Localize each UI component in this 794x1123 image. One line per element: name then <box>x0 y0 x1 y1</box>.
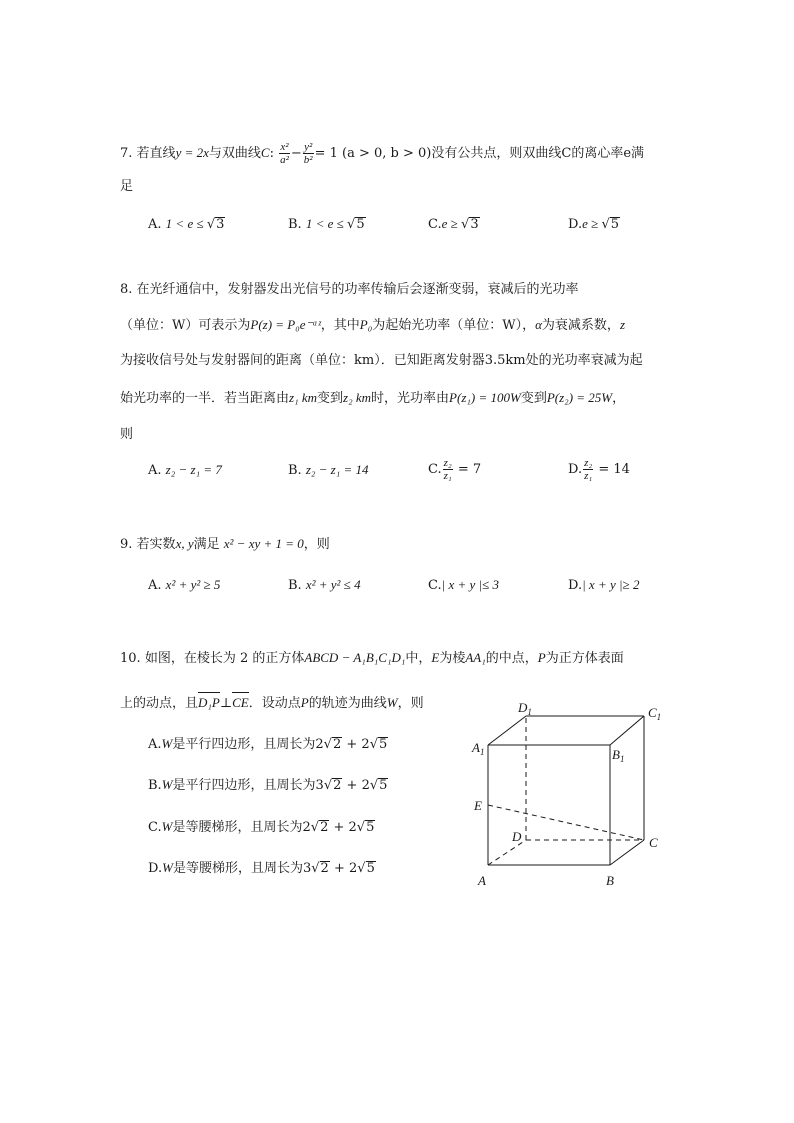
q10-option-d-w: W <box>162 860 173 875</box>
q10-option-d-label: D. <box>148 861 163 876</box>
q10-option-c-rad1: 2 <box>320 820 329 835</box>
q10-line-2-c: 的轨迹为曲线 <box>308 696 387 711</box>
q10-vector-d1p: D₁P <box>198 690 220 712</box>
q8-p2: P(z₂) = 25W <box>546 390 613 405</box>
q10-option-a-text: 是平行四边形，且周长为 <box>172 737 316 752</box>
q7-option-c-rad: 3 <box>470 217 479 232</box>
q9-equation: x² − xy + 1 = 0 <box>223 536 304 551</box>
q8-option-d-den: z₁ <box>584 470 593 482</box>
q9-option-d-text: | x + y |≥ 2 <box>582 577 640 592</box>
q10-line-2 <box>120 690 424 713</box>
q7-option-d[interactable]: D.e ≥ √5 <box>568 216 620 232</box>
q9-a: 若实数 <box>136 537 176 552</box>
q10-line-2-b: ．设动点 <box>248 696 301 711</box>
q8-option-c-den: z₁ <box>443 470 452 482</box>
q10-p-var: P <box>537 650 546 665</box>
q8-line-4 <box>120 389 625 408</box>
q8-line-4-c: 时，光功率由 <box>371 391 450 406</box>
q10-option-b-w: W <box>161 777 173 792</box>
q8-p0: P₀ <box>359 317 373 332</box>
q7-option-b-text: 1 < e ≤ <box>305 216 348 231</box>
q7-option-a-label: A. <box>148 217 162 232</box>
q10-number: 10. <box>120 651 141 666</box>
q7-frac-y-den: b² <box>303 154 313 166</box>
q10-option-a-rad1: 2 <box>332 737 342 752</box>
q10-option-d-rad2: 5 <box>366 861 375 876</box>
q7-intro: 若直线 <box>136 146 176 161</box>
label-b1: $B_1$ <box>612 747 625 764</box>
q8-line-1-text: 在光纤通信中，发射器发出光信号的功率传输后会逐渐变弱，衰减后的光功率 <box>136 282 579 297</box>
q9-option-d-label: D. <box>568 578 583 593</box>
q10-option-c-w: W <box>161 819 173 834</box>
q7-eq-tail: = 1 (a > 0, b > 0) <box>314 146 432 161</box>
q10-vector-ce: CE <box>232 690 249 712</box>
q10-option-a[interactable]: A.W是平行四边形，且周长为2√2 + 2√5 <box>148 736 388 752</box>
q7-line-1: 7. 若直线y = 2x与双曲线C: $\frac{\text{x²}}{\text{a²}}$ − $\frac{\text{y²}}{\text{b²}}$ = 1 (a > 0, b > 0)没有公共点，则双曲线C的离心率e满 <box>120 141 645 166</box>
q8-line-2-a: （单位：W）可表示为 <box>120 318 251 333</box>
q10-option-c-text: 是等腰梯形，且周长为 <box>172 820 303 835</box>
q8-option-d-label: D. <box>568 462 583 477</box>
q7-option-b-label: B. <box>288 217 302 232</box>
q10-option-d-rad1: 2 <box>320 861 329 876</box>
q10-line-2-d: ，则 <box>397 696 424 711</box>
q10-option-d-text: 是等腰梯形，且周长为 <box>172 861 303 876</box>
q7-frac-x <box>279 141 290 166</box>
q8-line-2-d: 为衰减系数， <box>541 318 620 333</box>
q8-option-b-text: z₂ − z₁ = 14 <box>305 462 369 477</box>
q8-option-c-num: z₂ <box>443 457 452 469</box>
label-b: B <box>606 873 614 888</box>
edge-a1-d1 <box>488 716 526 745</box>
q10-option-b-label: B. <box>148 778 162 793</box>
q8-line-2-c: 为起始光功率（单位：W）， <box>372 318 536 333</box>
q10-option-b-coef1: 3 <box>315 778 324 793</box>
q7-frac-x-num: x² <box>280 141 289 153</box>
q7-option-c-label: C. <box>428 217 442 232</box>
q9-option-c[interactable] <box>428 576 499 595</box>
q7-curve-name: C <box>260 145 270 160</box>
q8-z: z <box>619 317 625 332</box>
q9-b: 满足 <box>193 537 220 552</box>
q8-option-d-frac <box>583 457 593 482</box>
q9-number: 9. <box>120 537 133 552</box>
edge-c1-b1 <box>610 716 644 745</box>
q7-option-b-rad: 5 <box>356 217 365 232</box>
q10-option-b[interactable]: B.W是平行四边形，且周长为3√2 + 2√5 <box>148 777 388 793</box>
q8-line-2-b: ，其中 <box>320 318 360 333</box>
q10-option-b-rad1: 2 <box>333 778 342 793</box>
q8-line-5: 则 <box>120 427 134 442</box>
q8-option-d-text: = 14 <box>598 462 630 477</box>
q9-option-a[interactable] <box>148 576 220 595</box>
q10-option-d-coef2: 2 <box>348 861 358 876</box>
q9-option-a-label: A. <box>148 578 162 593</box>
q9-vars: x, y <box>175 536 194 551</box>
q9-line-1 <box>120 535 330 554</box>
q8-line-4-a: 始光功率的一半．若当距离由 <box>120 391 290 406</box>
q7-line-equation: y = 2x <box>175 145 209 160</box>
q10-line-1-a: 如图，在棱长为 2 的正方体 <box>144 651 305 666</box>
label-d1: $D_1$ <box>518 700 532 717</box>
q7-frac-y-num: y² <box>304 141 313 153</box>
q10-option-d[interactable]: D.W是等腰梯形，且周长为3√2 + 2√5 <box>148 860 375 876</box>
q7-option-c-text: e ≥ <box>441 216 462 231</box>
q9-option-b-label: B. <box>288 578 302 593</box>
q8-line-4-d: 变到 <box>520 391 547 406</box>
q9-option-c-label: C. <box>428 578 442 593</box>
q9-option-c-text: | x + y |≤ 3 <box>441 577 499 592</box>
q8-line-1 <box>120 281 579 299</box>
q7-option-d-label: D. <box>568 217 583 232</box>
q10-option-d-coef1: 3 <box>302 861 312 876</box>
q10-option-a-w: W <box>161 736 173 751</box>
q10-option-a-rad2: 5 <box>379 737 388 752</box>
q7-option-b[interactable]: B. 1 < e ≤ √5 <box>288 216 365 232</box>
q9-option-d[interactable] <box>568 576 639 595</box>
q8-line-3: 为接收信号处与发射器间的距离（单位：km）．已知距离发射器3.5km处的光功率衰减为起 <box>120 353 643 368</box>
q8-option-b[interactable] <box>288 461 369 480</box>
label-e: E <box>474 798 482 813</box>
q10-option-a-coef2: 2 <box>361 737 370 752</box>
q10-option-b-coef2: 2 <box>361 778 370 793</box>
q8-power-formula: P(z) = P₀e⁻ᵅᶻ <box>250 317 321 332</box>
label-c: C <box>649 835 658 850</box>
q8-option-b-label: B. <box>288 463 302 478</box>
q7-option-a[interactable]: A. 1 < e ≤ √3 <box>148 216 225 232</box>
label-d: D <box>512 829 522 844</box>
q7-option-d-rad: 5 <box>610 217 620 232</box>
q7-mid: 与双曲线 <box>208 146 261 161</box>
q10-option-b-text: 是平行四边形，且周长为 <box>172 778 316 793</box>
q7-option-d-text: e ≥ <box>582 216 602 231</box>
q9-option-a-text: x² + y² ≥ 5 <box>165 577 221 592</box>
q10-line-1-c: 为棱 <box>439 651 466 666</box>
q9-option-b[interactable] <box>288 576 361 595</box>
q8-line-4-b: 变到 <box>317 391 344 406</box>
q8-option-a-text: z₂ − z₁ = 7 <box>165 462 222 477</box>
q10-line-1 <box>120 649 624 668</box>
q8-option-a-label: A. <box>148 463 162 478</box>
cube-figure <box>460 695 680 895</box>
q8-number: 8. <box>120 282 133 297</box>
q7-tail: 没有公共点，则双曲线C的离心率e满 <box>431 146 645 161</box>
edge-c-b <box>610 840 644 865</box>
q10-e-var: E <box>431 650 440 665</box>
label-c1: $C_1$ <box>648 705 662 722</box>
q7-option-a-rad: 3 <box>216 217 225 232</box>
q8-line-4-e: ， <box>612 391 626 406</box>
q7-line-2: 足 <box>120 179 134 194</box>
q10-line-1-e: 为正方体表面 <box>545 651 624 666</box>
q10-line-2-w: W <box>386 695 398 710</box>
q7-option-c[interactable]: C.e ≥ √3 <box>428 216 479 232</box>
q10-cube-name: ABCD − A₁B₁C₁D₁ <box>304 650 406 665</box>
q10-option-c-coef1: 2 <box>302 820 311 835</box>
q7-frac-x-den: a² <box>280 154 289 166</box>
q10-option-c-label: C. <box>148 820 162 835</box>
label-a: A <box>478 873 486 888</box>
q8-option-a[interactable] <box>148 461 222 480</box>
q10-option-a-coef1: 2 <box>315 737 324 752</box>
q10-option-b-rad2: 5 <box>379 778 388 793</box>
q8-option-d-num: z₂ <box>584 457 593 469</box>
q8-option-c-frac <box>443 457 453 482</box>
q10-line-2-p: P <box>300 695 309 710</box>
q8-option-d[interactable] <box>568 457 630 482</box>
label-a1: $A_1$ <box>472 740 485 757</box>
q7-number: 7. <box>120 146 133 161</box>
q7-option-a-text: 1 < e ≤ <box>165 216 207 231</box>
q8-option-c-text: = 7 <box>457 462 482 477</box>
q10-option-c-rad2: 5 <box>366 820 375 835</box>
q10-option-c[interactable]: C.W是等腰梯形，且周长为2√2 + 2√5 <box>148 819 375 835</box>
q8-option-c[interactable] <box>428 457 481 482</box>
q8-z1: z₁ km <box>289 390 318 405</box>
q10-option-c-coef2: 2 <box>348 820 357 835</box>
q9-c: ，则 <box>303 537 330 552</box>
q8-line-2 <box>120 316 625 335</box>
q8-p1: P(z₁) = 100W <box>449 390 521 405</box>
q10-perp-symbol: ⊥ <box>219 696 233 711</box>
q7-frac-y <box>303 141 314 166</box>
q10-option-a-label: A. <box>148 737 162 752</box>
q8-alpha: α <box>535 317 542 332</box>
q10-line-1-b: 中， <box>405 651 432 666</box>
q8-z2: z₂ km <box>343 390 372 405</box>
q10-edge: AA₁ <box>465 650 486 665</box>
q8-option-c-label: C. <box>428 462 442 477</box>
q10-line-2-a: 上的动点，且 <box>120 696 199 711</box>
q10-line-1-d: 的中点， <box>485 651 538 666</box>
q9-option-b-text: x² + y² ≤ 4 <box>305 577 361 592</box>
